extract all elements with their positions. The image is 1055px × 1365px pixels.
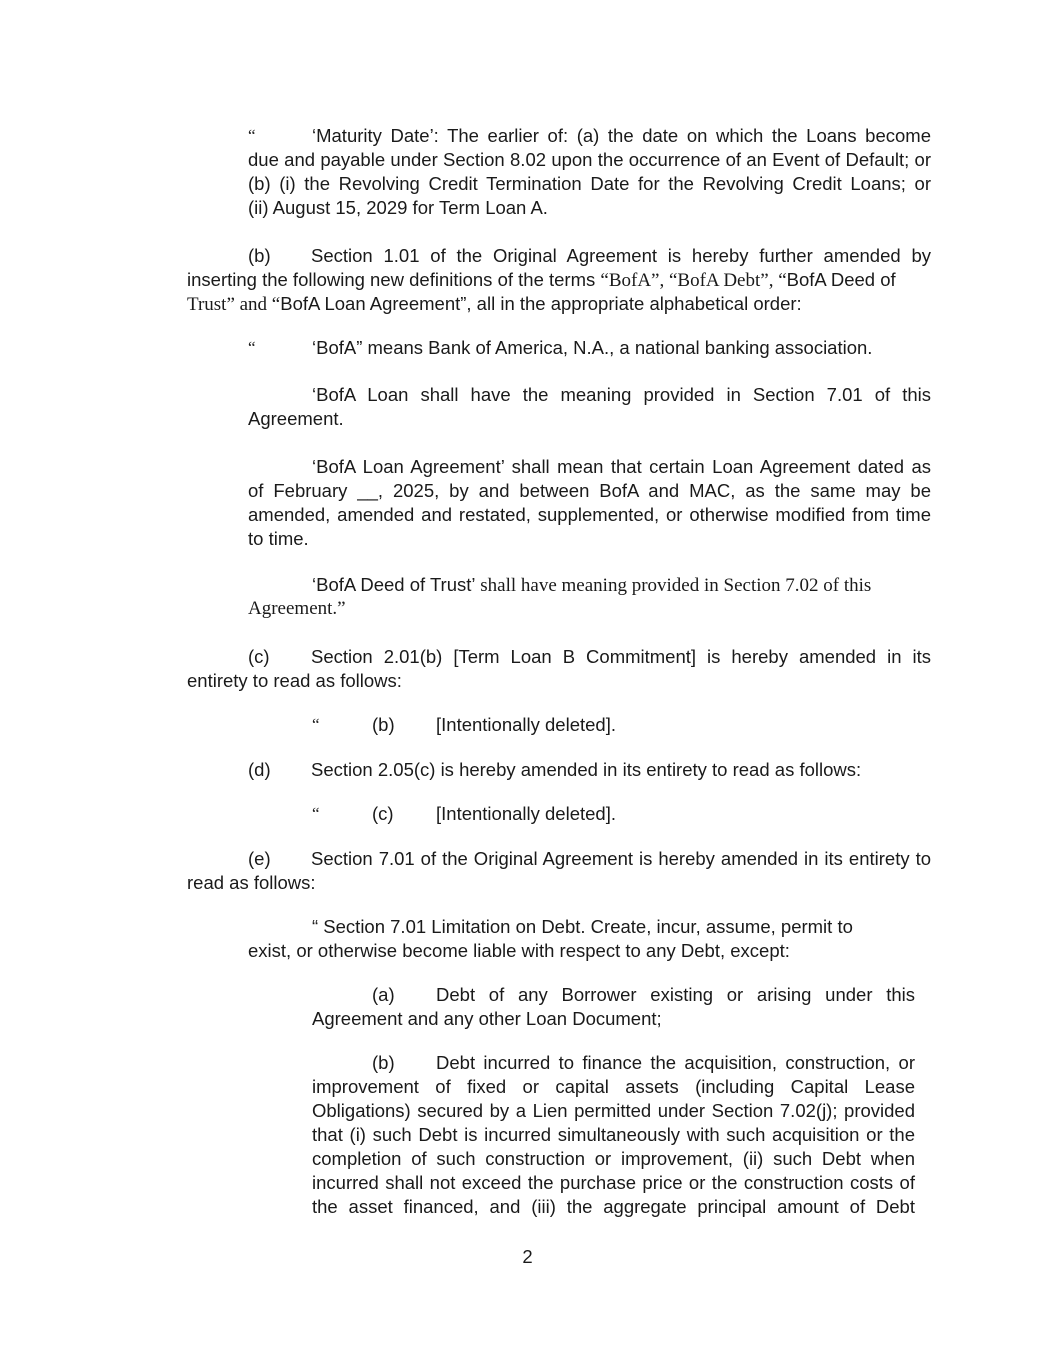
- section-b-line-2a: inserting the following new definitions of the terms: [187, 269, 601, 290]
- section-701-b-label: (b): [372, 1052, 395, 1073]
- maturity-line-2: due and payable under Section 8.02 upon the occurrence of an Event of Default; or: [248, 149, 931, 170]
- section-701-a-line-1: Debt of any Borrower existing or arising under this: [436, 984, 915, 1005]
- section-b-line-3a: Trust” and “: [187, 294, 281, 315]
- section-c-sub-text: [Intentionally deleted].: [436, 714, 616, 735]
- section-c-line-2: entirety to read as follows:: [187, 670, 402, 691]
- def-bofa-loan-line-1: ‘BofA Loan shall have the meaning provided in Section 7.01 of this: [312, 384, 931, 405]
- section-d-label: (d): [248, 759, 271, 780]
- def-bofa: ‘BofA” means Bank of America, N.A., a national banking association.: [312, 337, 873, 358]
- section-701-b-line-5: completion of such construction or improvement, (ii) such Debt when: [312, 1148, 915, 1169]
- open-quote-mark: “: [248, 338, 256, 357]
- section-d-line-1: Section 2.05(c) is hereby amended in its entirety to read as follows:: [311, 759, 862, 780]
- section-701-b-line-2: improvement of fixed or capital assets (including Capital Lease: [312, 1076, 915, 1097]
- section-701-b-line-6: incurred shall not exceed the purchase price or the construction costs of: [312, 1172, 915, 1193]
- section-701-line-2: exist, or otherwise become liable with respect to any Debt, except:: [248, 940, 790, 961]
- section-b-line-1: Section 1.01 of the Original Agreement is hereby further amended by: [311, 245, 931, 266]
- section-e-label: (e): [248, 848, 271, 869]
- section-b-line-3: [187, 292, 802, 317]
- section-701-b-line-3: Obligations) secured by a Lien permitted under Section 7.02(j); provided: [312, 1100, 915, 1121]
- def-bofa-deed-term: ‘BofA Deed of Trust’: [312, 574, 476, 595]
- maturity-line-3: (b) (i) the Revolving Credit Termination Date for the Revolving Credit Loans; or: [248, 173, 931, 194]
- section-b-line-2b: “BofA”, “BofA Debt”, “: [600, 270, 787, 291]
- section-c-line-1: Section 2.01(b) [Term Loan B Commitment] is hereby amended in its: [311, 646, 931, 667]
- section-c-label: (c): [248, 646, 270, 667]
- section-701-a-line-2: Agreement and any other Loan Document;: [312, 1008, 662, 1029]
- open-quote-mark: “: [248, 126, 256, 145]
- def-bofa-loan-agreement-line-3: amended, amended and restated, supplemented, or otherwise modified from time: [248, 504, 931, 525]
- def-bofa-deed-text: shall have meaning provided in Section 7.02 of this: [475, 575, 872, 596]
- section-b-line-2: [187, 268, 896, 293]
- def-bofa-loan-agreement-line-2: of February __, 2025, by and between BofA and MAC, as the same may be: [248, 480, 931, 501]
- section-c-sub-label: (b): [372, 714, 395, 735]
- def-bofa-deed-line-1: [312, 573, 871, 598]
- section-701-b-line-1: Debt incurred to finance the acquisition, construction, or: [436, 1052, 915, 1073]
- section-701-a-label: (a): [372, 984, 395, 1005]
- open-quote-mark: “: [312, 804, 320, 823]
- def-bofa-loan-agreement-line-4: to time.: [248, 528, 309, 549]
- section-701-b-line-7: the asset financed, and (iii) the aggregate principal amount of Debt: [312, 1196, 915, 1217]
- section-b-line-3b: BofA Loan Agreement”, all in the appropriate alphabetical order:: [280, 293, 802, 314]
- section-b-label: (b): [248, 245, 271, 266]
- section-d-sub-label: (c): [372, 803, 394, 824]
- section-e-line-1: Section 7.01 of the Original Agreement is hereby amended in its entirety to: [311, 848, 931, 869]
- maturity-line-4: (ii) August 15, 2029 for Term Loan A.: [248, 197, 548, 218]
- maturity-line-1: ‘Maturity Date’: The earlier of: (a) the date on which the Loans become: [312, 125, 931, 146]
- section-e-line-2: read as follows:: [187, 872, 316, 893]
- def-bofa-deed-line-2: Agreement.”: [248, 598, 346, 619]
- section-701-b-line-4: that (i) such Debt is incurred simultaneously with such acquisition or the: [312, 1124, 915, 1145]
- section-d-sub-text: [Intentionally deleted].: [436, 803, 616, 824]
- page-number: 2: [522, 1246, 533, 1267]
- open-quote-mark: “: [312, 715, 320, 734]
- section-b-line-2c: BofA Deed of: [786, 269, 896, 290]
- def-bofa-loan-agreement-line-1: ‘BofA Loan Agreement’ shall mean that certain Loan Agreement dated as: [312, 456, 931, 477]
- def-bofa-loan-line-2: Agreement.: [248, 408, 344, 429]
- section-701-line-1: “ Section 7.01 Limitation on Debt. Create, incur, assume, permit to: [312, 916, 853, 937]
